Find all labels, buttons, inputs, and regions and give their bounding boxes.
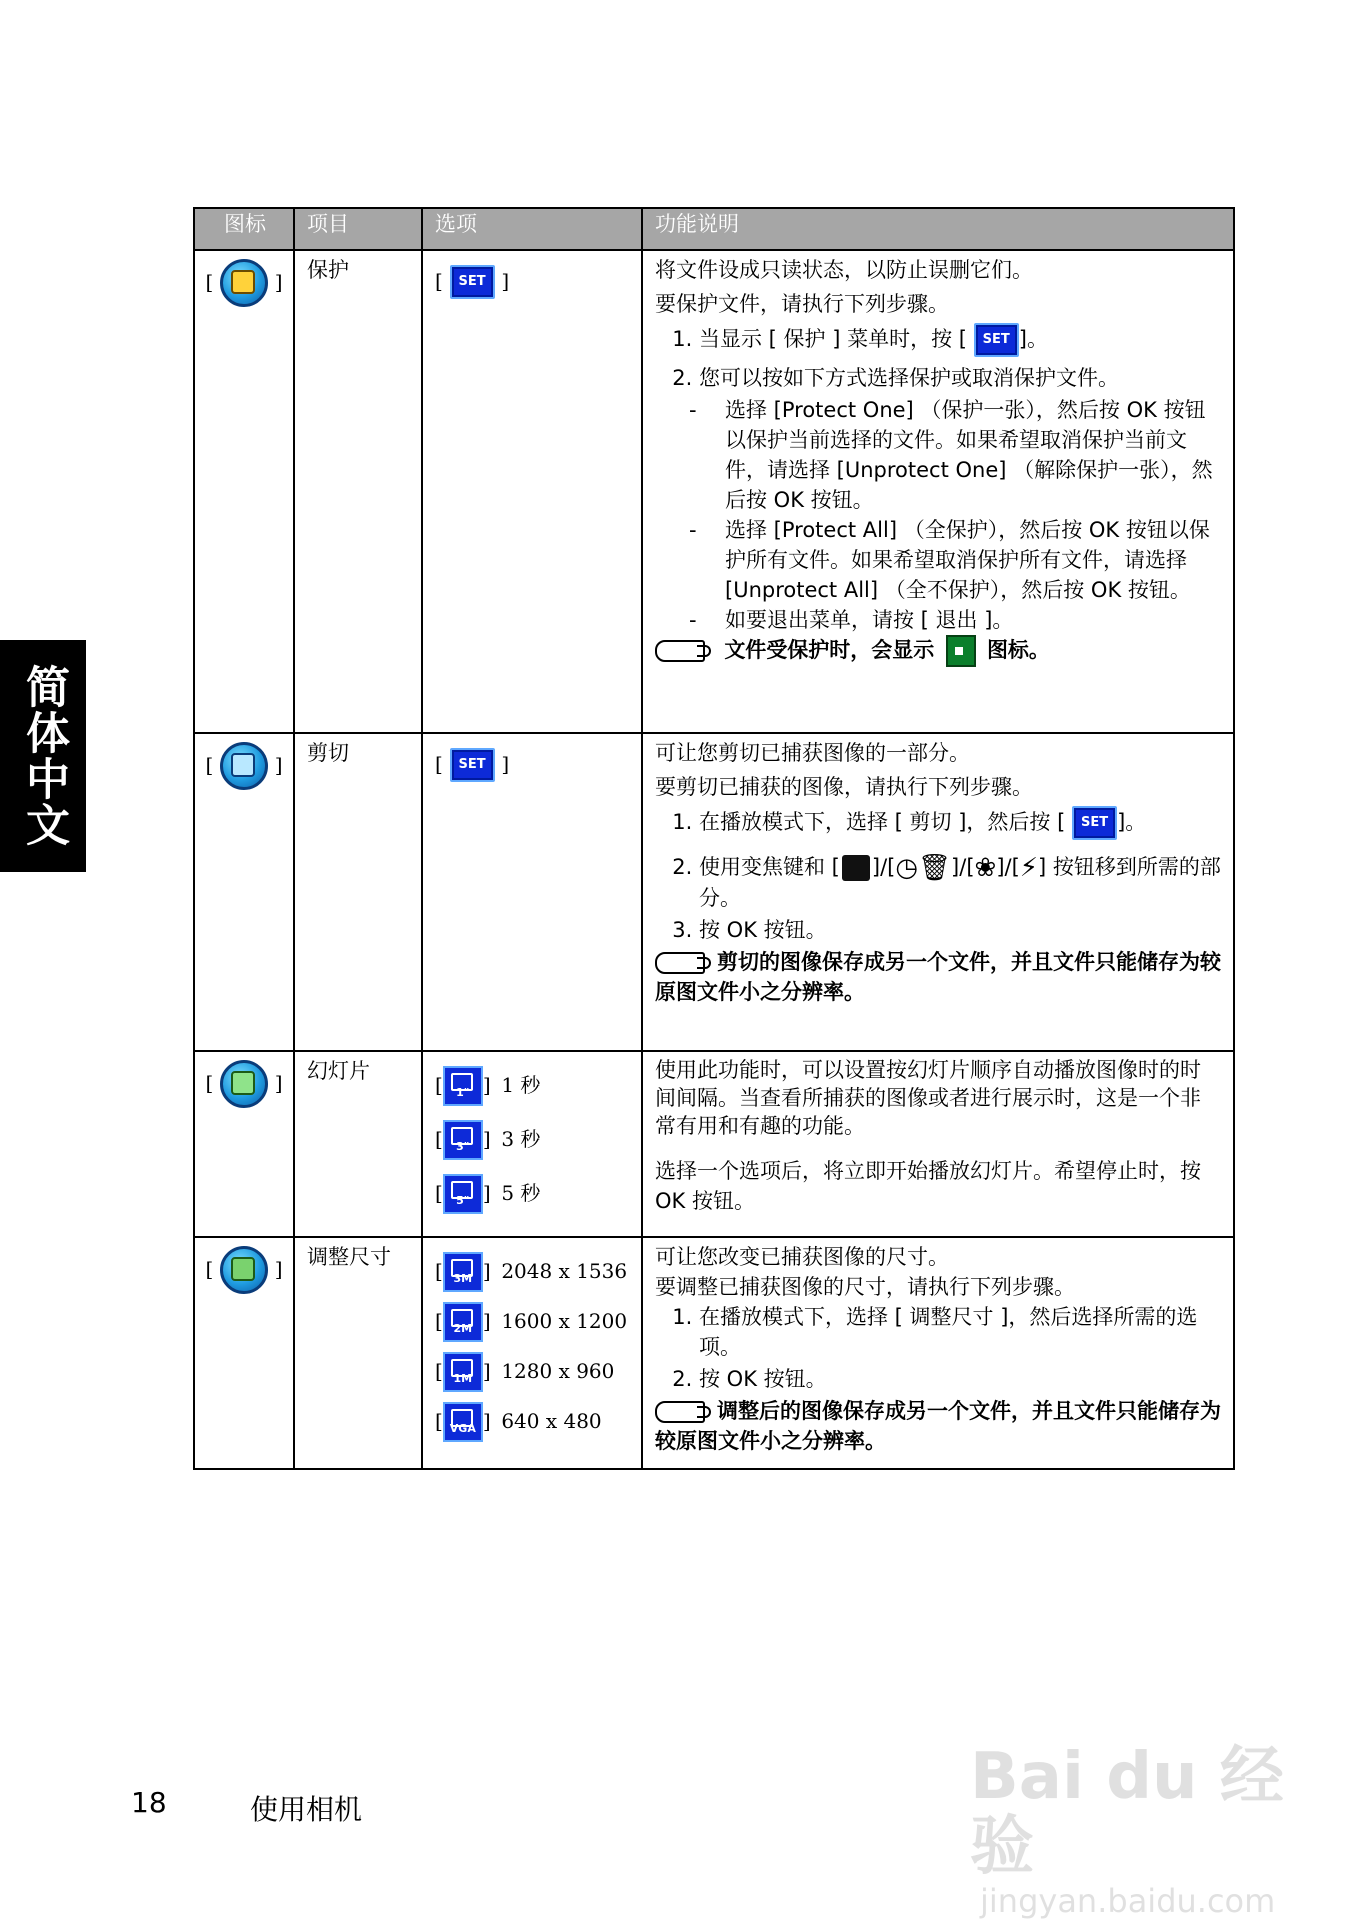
crop-desc-line2: 要剪切已捕获的图像，请执行下列步骤。 <box>655 775 1033 799</box>
protect-desc-line2: 要保护文件，请执行下列步骤。 <box>655 292 949 316</box>
crop-step-2: 2. 使用变焦键和 [ ]/[◷🗑]/[❀]/[⚡] 按钮移到所需的部分。 <box>699 852 1221 913</box>
self-timer-icon: ◷ <box>895 853 919 883</box>
resize-option-vga: [ VGA ] 640 x 480 <box>435 1402 629 1442</box>
header-description: 功能说明 <box>642 208 1234 250</box>
resize-step-1: 1. 在播放模式下，选择 [ 调整尺寸 ]，然后选择所需的选项。 <box>699 1302 1221 1362</box>
resolution-1m-icon: 1M <box>443 1352 483 1392</box>
table-header-row <box>194 208 1234 250</box>
description-resize <box>642 1237 1234 1469</box>
option-cell-crop: [ SET ] <box>422 733 642 1051</box>
exposure-icon <box>842 855 870 881</box>
protect-step-2: 2. 您可以按如下方式选择保护或取消保护文件。 <box>699 363 1221 393</box>
section-title: 使用相机 <box>250 1793 363 1826</box>
trash-icon: 🗑 <box>918 853 952 883</box>
crop-step-3: 3. 按 OK 按钮。 <box>699 915 1221 945</box>
pointing-hand-icon <box>655 640 705 662</box>
table-row-slideshow <box>194 1051 1234 1237</box>
slideshow-icon <box>220 1060 268 1108</box>
set-button-icon: SET <box>450 265 495 299</box>
resize-icon <box>220 1246 268 1294</box>
slideshow-interval-icon: 5" <box>443 1174 483 1214</box>
option-cell-resize <box>422 1237 642 1469</box>
baidu-watermark <box>970 1740 1290 1920</box>
icon-cell: [ ] <box>194 250 294 733</box>
crop-icon <box>220 742 268 790</box>
page-number: 18 <box>131 1786 167 1819</box>
set-button-icon: SET <box>450 748 495 782</box>
crop-step-1: 1. 在播放模式下，选择 [ 剪切 ]，然后按 [ SET ]。 <box>699 806 1221 840</box>
item-resize: 调整尺寸 <box>294 1237 422 1469</box>
slideshow-desc-line1: 使用此功能时，可以设置按幻灯片顺序自动播放图像时的时间间隔。当查看所捕获的图像或者进行展示时，这是一个非常有用和有趣的功能。 <box>655 1058 1201 1138</box>
flash-icon: ⚡ <box>1019 853 1039 883</box>
description-slideshow <box>642 1051 1234 1237</box>
icon-cell: [ ] <box>194 1237 294 1469</box>
protect-step-1: 1. 当显示 [ 保护 ] 菜单时，按 [ SET ]。 <box>699 323 1221 357</box>
language-side-tab <box>0 640 86 872</box>
protected-file-icon <box>946 635 976 667</box>
watermark-logo: Bai du 经验 <box>970 1740 1284 1884</box>
header-option: 选项 <box>422 208 642 250</box>
language-label: 简体中文 <box>18 664 69 848</box>
icon-cell: [ ] <box>194 1051 294 1237</box>
function-table <box>193 207 1235 1470</box>
icon-cell: [ ] <box>194 733 294 1051</box>
resize-desc-line2: 要调整已捕获图像的尺寸，请执行下列步骤。 <box>655 1275 1075 1299</box>
pointing-hand-icon <box>655 1401 705 1423</box>
item-protect: 保护 <box>294 250 422 733</box>
watermark-url: jingyan.baidu.com <box>980 1882 1276 1920</box>
slideshow-interval-icon: 3" <box>443 1120 483 1160</box>
slideshow-option-5s: [ 5" ] 5 秒 <box>435 1174 629 1214</box>
description-crop <box>642 733 1234 1051</box>
protect-note: 文件受保护时，会显示 图标。 <box>655 635 1221 667</box>
option-cell-slideshow <box>422 1051 642 1237</box>
set-button-icon: SET <box>974 323 1019 357</box>
slideshow-interval-icon: 1" <box>443 1066 483 1106</box>
resize-option-3m: [ 3M ] 2048 x 1536 <box>435 1252 629 1292</box>
resolution-vga-icon: VGA <box>443 1402 483 1442</box>
protect-desc-line1: 将文件设成只读状态，以防止误删它们。 <box>655 258 1033 282</box>
header-item: 项目 <box>294 208 422 250</box>
crop-note: 剪切的图像保存成另一个文件，并且文件只能储存为较原图文件小之分辨率。 <box>655 950 1221 1004</box>
macro-flower-icon: ❀ <box>974 853 997 883</box>
resize-option-1m: [ 1M ] 1280 x 960 <box>435 1352 629 1392</box>
crop-desc-line1: 可让您剪切已捕获图像的一部分。 <box>655 741 970 765</box>
protect-all-instruction: - 选择 [Protect All] （全保护），然后按 OK 按钮以保护所有文件。如果希望取消保护所有文件，请选择 [Unprotect All] （全不保护），然后按 OK 按钮。 <box>663 515 1221 605</box>
resolution-2m-icon: 2M <box>443 1302 483 1342</box>
slideshow-option-1s: [ 1" ] 1 秒 <box>435 1066 629 1106</box>
description-protect <box>642 250 1234 733</box>
exit-menu-instruction: - 如要退出菜单，请按 [ 退出 ]。 <box>663 605 1221 635</box>
header-icon: 图标 <box>194 208 294 250</box>
option-cell-protect: [ SET ] <box>422 250 642 733</box>
resize-option-2m: [ 2M ] 1600 x 1200 <box>435 1302 629 1342</box>
set-button-icon: SET <box>1072 806 1117 840</box>
resolution-3m-icon: 3M <box>443 1252 483 1292</box>
protect-lock-icon <box>220 259 268 307</box>
resize-note: 调整后的图像保存成另一个文件，并且文件只能储存为较原图文件小之分辨率。 <box>655 1399 1221 1453</box>
slideshow-option-3s: [ 3" ] 3 秒 <box>435 1120 629 1160</box>
table-row-crop <box>194 733 1234 1051</box>
resize-step-2: 2. 按 OK 按钮。 <box>699 1364 1221 1394</box>
resize-desc-line1: 可让您改变已捕获图像的尺寸。 <box>655 1245 949 1269</box>
table-row-protect <box>194 250 1234 733</box>
pointing-hand-icon <box>655 952 705 974</box>
protect-one-instruction: - 选择 [Protect One] （保护一张），然后按 OK 按钮以保护当前选择的文件。如果希望取消保护当前文件，请选择 [Unprotect One] （解除保护一张），然后按 OK 按钮。 <box>663 395 1221 515</box>
item-crop: 剪切 <box>294 733 422 1051</box>
table-row-resize <box>194 1237 1234 1469</box>
item-slideshow: 幻灯片 <box>294 1051 422 1237</box>
slideshow-desc-line2: 选择一个选项后，将立即开始播放幻灯片。希望停止时，按 OK 按钮。 <box>655 1159 1201 1213</box>
